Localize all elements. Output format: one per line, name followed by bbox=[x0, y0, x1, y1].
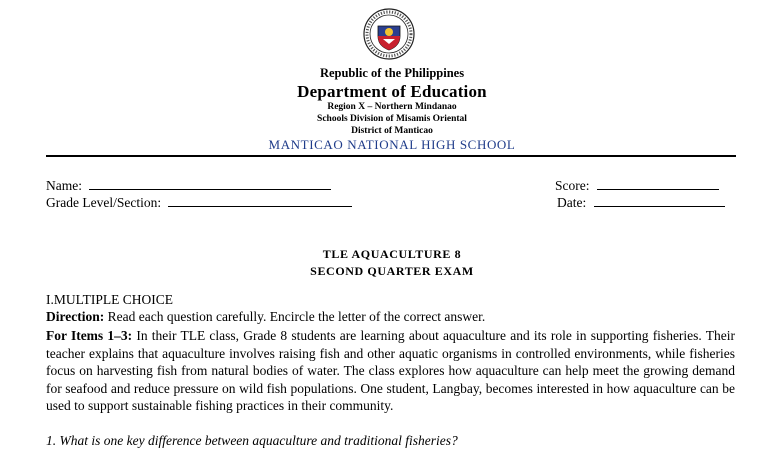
grade-label: Grade Level/Section: bbox=[46, 195, 162, 210]
grade-field bbox=[46, 194, 352, 211]
score-blank[interactable] bbox=[597, 177, 719, 190]
items-text: In their TLE class, Grade 8 students are learning about aquaculture and its role in supporting fisheries. Their teacher explains that aquaculture involves raising fish and other aquatic organisms in controlled environments, while fisheries focus on harvesting fish from natural bodies of water. The class explores how aquaculture can help meet the growing demand for seafood and reduce pressure on wild fish populations. One student, Langbay, becomes interested in how aquaculture can be used to support sustainable fishing practices in their community. bbox=[46, 328, 735, 413]
date-blank[interactable] bbox=[594, 194, 725, 207]
exam-subtitle: SECOND QUARTER EXAM bbox=[310, 264, 474, 278]
name-blank[interactable] bbox=[89, 177, 331, 190]
items-label: For Items 1–3: bbox=[46, 328, 133, 343]
division-line: Schools Division of Misamis Oriental bbox=[317, 114, 467, 124]
republic-heading: Republic of the Philippines bbox=[319, 66, 465, 80]
school-name: MANTICAO NATIONAL HIGH SCHOOL bbox=[268, 137, 516, 152]
header-divider bbox=[46, 155, 736, 157]
direction-label: Direction: bbox=[46, 309, 105, 324]
date-field bbox=[557, 194, 725, 211]
region-line: Region X – Northern Mindanao bbox=[327, 102, 457, 112]
name-label: Name: bbox=[46, 178, 82, 193]
items-paragraph bbox=[46, 327, 735, 415]
department-heading: Department of Education bbox=[297, 82, 487, 101]
grade-blank[interactable] bbox=[168, 194, 352, 207]
exam-title: TLE AQUACULTURE 8 bbox=[322, 247, 462, 261]
score-field bbox=[555, 177, 719, 194]
district-line: District of Manticao bbox=[351, 126, 433, 136]
direction-text: Read each question carefully. Encircle the letter of the correct answer. bbox=[104, 309, 486, 324]
question-1: 1. What is one key difference between aquaculture and traditional fisheries? bbox=[46, 433, 458, 448]
section-title: I.MULTIPLE CHOICE bbox=[46, 292, 173, 307]
direction-paragraph bbox=[46, 308, 735, 326]
score-label: Score: bbox=[555, 178, 590, 193]
date-label: Date: bbox=[557, 195, 587, 210]
name-field bbox=[46, 177, 331, 194]
deped-seal-icon bbox=[363, 8, 415, 60]
